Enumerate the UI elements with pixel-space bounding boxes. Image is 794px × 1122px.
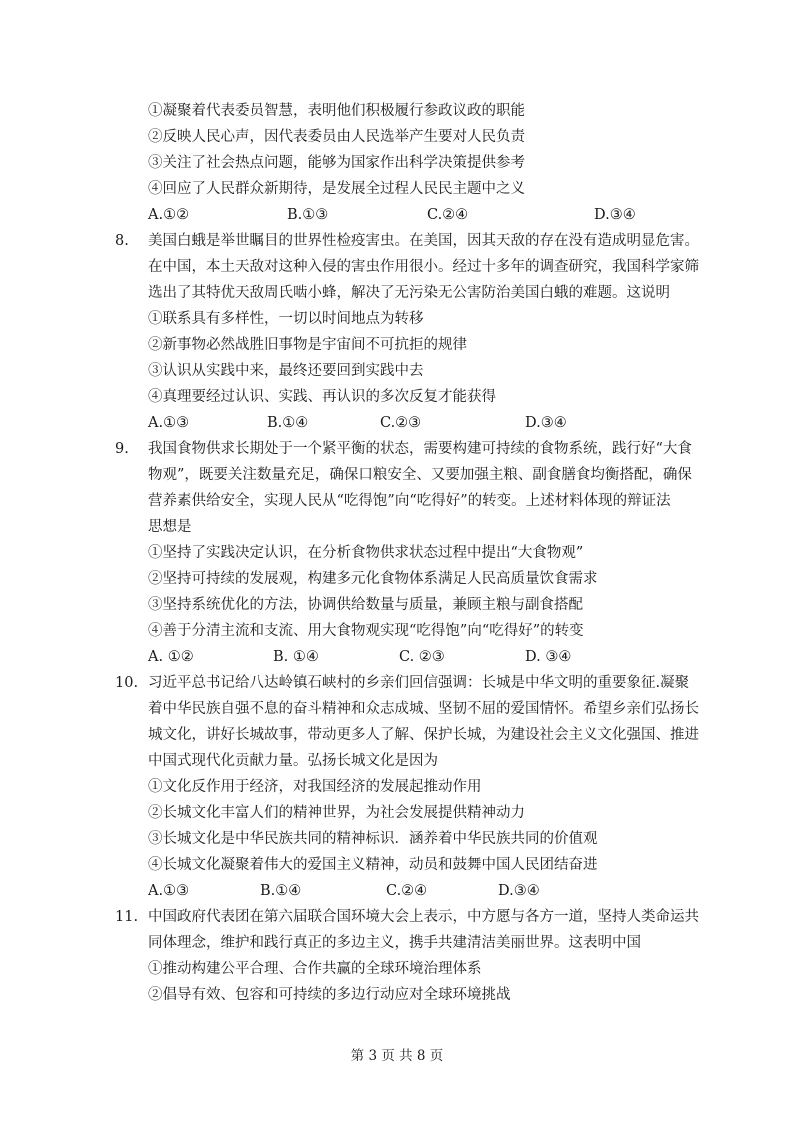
q10-stem-4: 中国式现代化贡献力量。弘扬长城文化是因为 [148, 753, 438, 769]
q10-item-3: ③长城文化是中华民族共同的精神标识．涵养着中华民族共同的价值观 [148, 831, 598, 847]
q10-stem-1: 习近平总书记给八达岭镇石峡村的乡亲们回信强调：长城是中华文明的重要象征.凝聚 [148, 675, 690, 691]
q9-stem-2: 物观”，既要关注数量充足，确保口粮安全、又要加强主粮、副食膳食均衡搭配，确保 [148, 467, 692, 483]
q9-stem-3: 营养素供给安全，实现人民从“吃得饱”向“吃得好”的转变。上述材料体现的辩证法 [148, 493, 671, 509]
q10-option-d: D.③④ [498, 883, 540, 899]
q7-option-a: A.①② [148, 207, 190, 223]
q8-option-a: A.①③ [148, 415, 190, 431]
q11-stem-1: 中国政府代表团在第六届联合国环境大会上表示，中方愿与各方一道，坚持人类命运共 [148, 909, 699, 925]
q8-stem-3: 选出了其特优天敌周氏啮小蜂，解决了无污染无公害防治美国白蛾的难题。这说明 [148, 285, 670, 301]
q9-item-1: ①坚持了实践决定认识，在分析食物供求状态过程中提出“大食物观” [148, 545, 584, 561]
q9-option-d: D. ③④ [525, 649, 572, 665]
q7-item-4: ④回应了人民群众新期待，是发展全过程人民民主题中之义 [148, 181, 525, 197]
q7-option-c: C.②④ [427, 207, 469, 223]
q10-item-2: ②长城文化丰富人们的精神世界，为社会发展提供精神动力 [148, 805, 525, 821]
q10-option-a: A.①③ [148, 883, 190, 899]
q7-item-2: ②反映人民心声，因代表委员由人民选举产生要对人民负责 [148, 129, 525, 145]
q9-stem-4: 思想是 [148, 519, 192, 535]
q8-item-1: ①联系具有多样性，一切以时间地点为转移 [148, 311, 424, 327]
q9-option-a: A. ①② [148, 649, 194, 665]
q11-stem-2: 同体理念，维护和践行真正的多边主义，携手共建清洁美丽世界。这表明中国 [148, 935, 641, 951]
q10-option-b: B.①④ [260, 883, 302, 899]
q8-item-2: ②新事物必然战胜旧事物是宇宙间不可抗拒的规律 [148, 337, 467, 353]
q8-option-b: B.①④ [267, 415, 309, 431]
q7-option-b: B.①③ [287, 207, 329, 223]
q11-item-1: ①推动构建公平合理、合作共赢的全球环境治理体系 [148, 961, 482, 977]
q7-option-d: D.③④ [594, 207, 636, 223]
q9-stem-1: 我国食物供求长期处于一个紧平衡的状态，需要构建可持续的食物系统，践行好“大食 [148, 441, 692, 457]
q10-option-c: C.②④ [386, 883, 428, 899]
q9-item-2: ②坚持可持续的发展观，构建多元化食物体系满足人民高质量饮食需求 [148, 571, 598, 587]
q9-item-4: ④善于分清主流和支流、用大食物观实现“吃得饱”向“吃得好”的转变 [148, 623, 584, 639]
q8-stem-2: 在中国，本土天敌对这种入侵的害虫作用很小。经过十多年的调查研究，我国科学家筛 [148, 259, 699, 275]
q8-item-4: ④真理要经过认识、实践、再认识的多次反复才能获得 [148, 389, 496, 405]
q7-item-3: ③关注了社会热点问题，能够为国家作出科学决策提供参考 [148, 155, 525, 171]
q10-stem-2: 着中华民族自强不息的奋斗精神和众志成城、坚韧不屈的爱国情怀。希望乡亲们弘扬长 [148, 701, 699, 717]
q10-number: 10. [115, 675, 139, 691]
q10-stem-3: 城文化，讲好长城故事，带动更多人了解、保护长城，为建设社会主义文化强国、推进 [148, 727, 699, 743]
q9-item-3: ③坚持系统优化的方法，协调供给数量与质量，兼顾主粮与副食搭配 [148, 597, 583, 613]
q8-option-c: C.②③ [380, 415, 422, 431]
q8-stem-1: 美国白蛾是举世瞩目的世界性检疫害虫。在美国，因其天敌的存在没有造成明显危害。 [148, 233, 699, 249]
q9-option-c: C. ②③ [399, 649, 445, 665]
q7-item-1: ①凝聚着代表委员智慧，表明他们积极履行参政议政的职能 [148, 103, 525, 119]
q9-number: 9. [115, 441, 129, 457]
q9-option-b: B. ①④ [273, 649, 319, 665]
q8-number: 8. [115, 233, 129, 249]
q8-option-d: D.③④ [525, 415, 567, 431]
q8-item-3: ③认识从实践中来，最终还要回到实践中去 [148, 363, 424, 379]
q11-number: 11. [115, 909, 139, 925]
page-footer: 第 3 页 共 8 页 [350, 1048, 444, 1064]
q11-item-2: ②倡导有效、包容和可持续的多边行动应对全球环境挑战 [148, 987, 511, 1003]
q10-item-1: ①文化反作用于经济，对我国经济的发展起推动作用 [148, 779, 482, 795]
q10-item-4: ④长城文化凝聚着伟大的爱国主义精神，动员和鼓舞中国人民团结奋进 [148, 857, 598, 873]
